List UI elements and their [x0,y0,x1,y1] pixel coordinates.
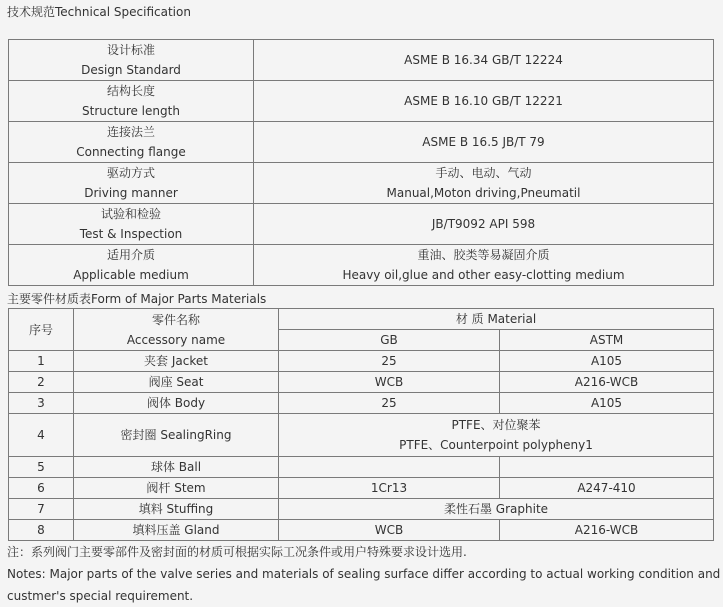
part-gb: WCB [279,372,500,393]
spec-label-cn: 连接法兰 [106,125,155,139]
spec-label-en: Test & Inspection [79,227,183,241]
header-gb: GB [279,330,500,351]
spec-label-en: Applicable medium [73,268,189,282]
header-astm: ASTM [500,330,714,351]
part-no: 2 [9,372,74,393]
spec-value [254,163,714,204]
part-gb [279,457,500,478]
parts-header-row [9,309,714,330]
part-no: 1 [9,351,74,372]
spec-value-cn: 重油、胶类等易凝固介质 [417,248,550,262]
table-row [9,414,714,457]
header-no: 序号 [9,309,74,351]
spec-row-design-standard [9,40,714,81]
parts-title: 主要零件材质表Form of Major Parts Materials [7,292,267,306]
part-name: 阀体 Body [74,393,279,414]
note-en-line1: Notes: Major parts of the valve series and materials of sealing surface differ according to actual working condition and [7,567,721,581]
spec-row-connecting-flange [9,122,714,163]
spec-label [9,245,254,286]
table-row [9,351,714,372]
part-name: 阀杆 Stem [74,478,279,499]
part-material-merged [279,414,714,457]
spec-label-cn: 结构长度 [106,84,155,98]
part-gb: 25 [279,393,500,414]
spec-value-en: Heavy oil,glue and other easy-clotting medium [342,268,625,282]
table-row [9,457,714,478]
spec-value: JB/T9092 API 598 [254,204,714,245]
header-name [74,309,279,351]
part-no: 8 [9,520,74,541]
part-astm: A105 [500,393,714,414]
part-name: 夹套 Jacket [74,351,279,372]
part-material-en: PTFE、Counterpoint polypheny1 [399,438,593,452]
spec-value [254,245,714,286]
part-astm: A105 [500,351,714,372]
spec-label-cn: 适用介质 [106,248,155,262]
note-cn: 注：系列阀门主要零部件及密封面的材质可根据实际工况条件或用户特殊要求设计选用. [7,545,467,559]
spec-label-en: Driving manner [84,186,178,200]
table-row [9,372,714,393]
note-en-line2: custmer's special requirement. [7,589,194,603]
spec-label [9,204,254,245]
part-gb: 25 [279,351,500,372]
spec-label [9,122,254,163]
part-astm: A216-WCB [500,520,714,541]
part-no: 5 [9,457,74,478]
spec-row-test-inspection [9,204,714,245]
table-row [9,499,714,520]
spec-value: ASME B 16.5 JB/T 79 [254,122,714,163]
spec-table [8,39,714,286]
table-row [9,520,714,541]
parts-table [8,308,714,541]
spec-label [9,81,254,122]
part-astm: A247-410 [500,478,714,499]
part-astm [500,457,714,478]
spec-value: ASME B 16.10 GB/T 12221 [254,81,714,122]
notes [7,541,721,607]
part-name: 阀座 Seat [74,372,279,393]
spec-label-cn: 试验和检验 [100,207,161,221]
spec-row-driving-manner [9,163,714,204]
spec-value: ASME B 16.34 GB/T 12224 [254,40,714,81]
spec-value-cn: 手动、电动、气动 [435,166,532,180]
part-material-merged: 柔性石墨 Graphite [279,499,714,520]
part-name: 密封圈 SealingRing [74,414,279,457]
spec-value-en: Manual,Moton driving,Pneumatil [386,186,581,200]
spec-label [9,40,254,81]
spec-row-structure-length [9,81,714,122]
spec-title: 技术规范Technical Specification [7,5,191,19]
spec-label-cn: 驱动方式 [106,166,155,180]
part-no: 7 [9,499,74,520]
part-name: 填料 Stuffing [74,499,279,520]
part-name: 球体 Ball [74,457,279,478]
part-gb: WCB [279,520,500,541]
part-no: 6 [9,478,74,499]
part-name: 填料压盖 Gland [74,520,279,541]
part-astm: A216-WCB [500,372,714,393]
part-no: 3 [9,393,74,414]
spec-label-en: Connecting flange [76,145,186,159]
table-row [9,393,714,414]
part-material-cn: PTFE、对位聚苯 [451,418,541,432]
header-name-cn: 零件名称 [151,312,200,327]
spec-row-applicable-medium [9,245,714,286]
header-name-en: Accessory name [126,332,226,347]
spec-label-cn: 设计标准 [106,43,155,57]
spec-label [9,163,254,204]
spec-label-en: Design Standard [81,63,181,77]
part-no: 4 [9,414,74,457]
part-gb: 1Cr13 [279,478,500,499]
table-row [9,478,714,499]
spec-label-en: Structure length [82,104,180,118]
header-material: 材 质 Material [279,309,714,330]
